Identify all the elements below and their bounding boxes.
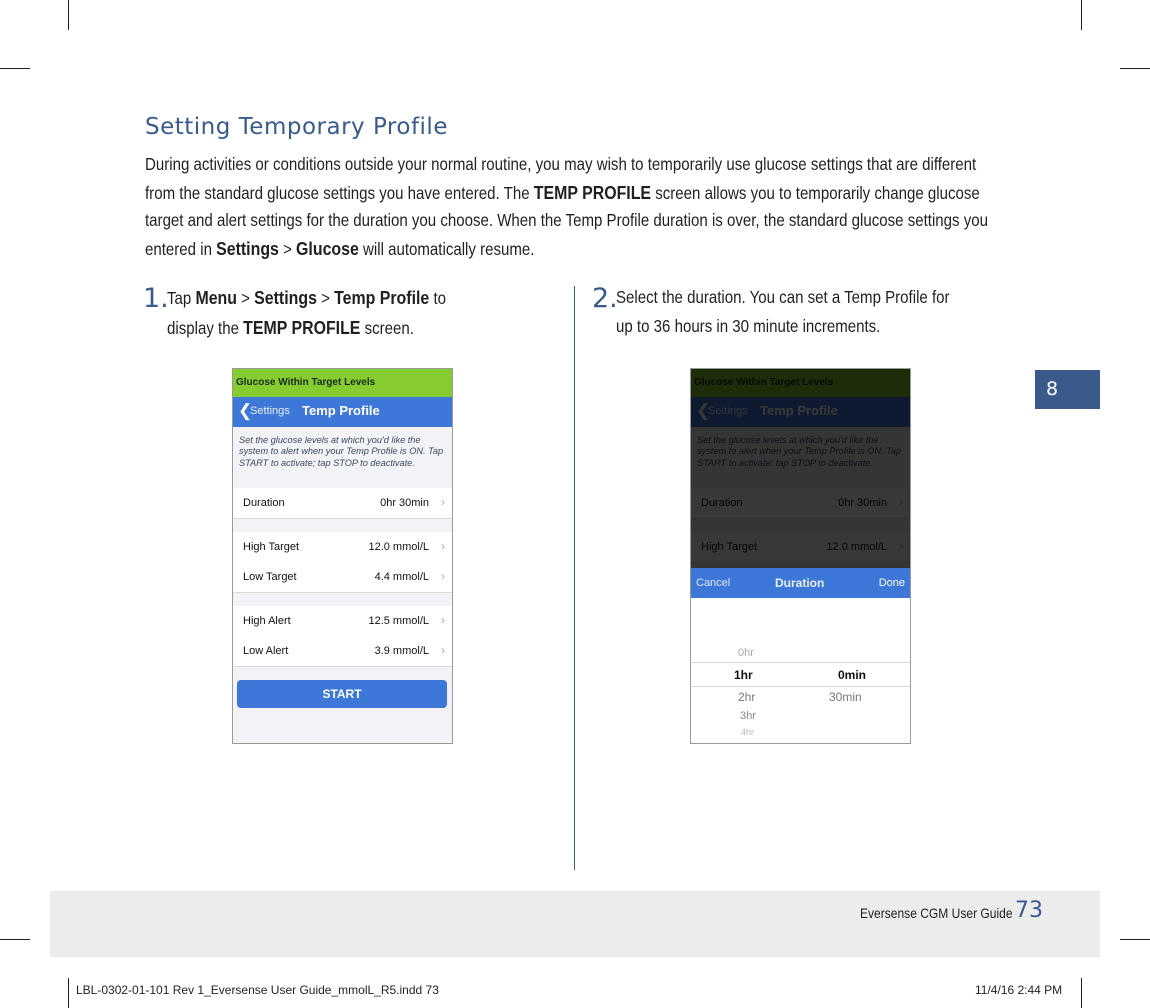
picker-selection-line: [691, 662, 910, 663]
step-text: Tap: [167, 288, 196, 308]
crop-mark: [1081, 978, 1082, 1008]
chevron-right-icon: ›: [441, 613, 445, 627]
back-button[interactable]: Settings: [250, 405, 290, 417]
step-text: to: [429, 288, 447, 308]
intro-bold: Glucose: [296, 237, 359, 259]
step-text: Select the duration. You can set a Temp Profile for: [616, 287, 950, 307]
temp-profile-screenshot: [232, 368, 453, 744]
step-text: screen.: [360, 318, 414, 338]
step-2-text: [616, 283, 1012, 341]
picker-minute-selected[interactable]: 0min: [838, 668, 867, 682]
chevron-right-icon: ›: [441, 643, 445, 657]
step-bold: Menu: [195, 287, 237, 308]
low-target-row[interactable]: [233, 562, 452, 593]
high-target-row[interactable]: [233, 532, 452, 563]
step-1-text: [167, 283, 563, 343]
high-alert-row[interactable]: [233, 606, 452, 637]
done-button[interactable]: Done: [878, 577, 905, 589]
picker-hour[interactable]: 2hr: [738, 690, 756, 704]
intro-text: During activities or conditions outside your normal routine, you may wish to temporarily use glucose settings that are different from the standard glucose settings you have entered. The: [145, 154, 977, 203]
start-button[interactable]: START: [237, 680, 447, 708]
intro-text: will automatically resume.: [358, 238, 535, 259]
row-label: High Alert: [243, 615, 291, 627]
footer-guide-title: Eversense CGM User Guide: [860, 905, 1013, 921]
step-text: >: [236, 288, 255, 308]
page-number: 73: [1015, 898, 1043, 923]
picker-hour[interactable]: 3hr: [740, 710, 756, 722]
chevron-right-icon: ›: [441, 539, 445, 553]
crop-mark: [0, 939, 30, 940]
row-label: High Target: [243, 541, 300, 553]
crop-mark: [68, 0, 69, 30]
duration-row[interactable]: [233, 488, 452, 519]
row-label: Duration: [243, 497, 285, 509]
chapter-tab-number: 8: [1046, 378, 1059, 400]
section-title: Setting Temporary Profile: [145, 114, 448, 140]
status-banner-text: Glucose Within Target Levels: [236, 377, 376, 388]
step-number: 2.: [592, 283, 618, 314]
row-label: Low Alert: [243, 645, 289, 657]
row-value: 4.4 mmol/L: [374, 571, 429, 583]
column-divider: [574, 286, 575, 870]
step-bold: Temp Profile: [334, 287, 430, 308]
picker-toolbar: [691, 568, 910, 598]
chevron-right-icon: ›: [441, 569, 445, 583]
step-number: 1.: [143, 283, 169, 314]
step-bold: TEMP PROFILE: [243, 317, 361, 338]
intro-text: >: [278, 238, 297, 259]
row-value: 12.5 mmol/L: [368, 615, 429, 627]
chevron-right-icon: ›: [441, 495, 445, 509]
print-slug-file: LBL-0302-01-101 Rev 1_Eversense User Guide_mmolL_R5.indd 73: [76, 983, 439, 997]
dim-overlay: [691, 369, 910, 568]
print-slug-date: 11/4/16 2:44 PM: [975, 983, 1063, 997]
row-label: Low Target: [243, 571, 297, 583]
description: Set the glucose levels at which you'd like the system to alert when your Temp Profile is ON. Tap START to activate; tap STOP to deactivate.: [239, 435, 444, 468]
picker-selection-line: [691, 686, 910, 687]
low-alert-row[interactable]: [233, 636, 452, 667]
picker-minute[interactable]: 30min: [829, 690, 862, 704]
step-text: up to 36 hours in 30 minute increments.: [616, 316, 881, 336]
step-bold: Settings: [254, 287, 317, 308]
intro-paragraph: [145, 151, 1005, 263]
crop-mark: [0, 68, 30, 69]
nav-bar: [233, 397, 452, 427]
step-text: >: [316, 288, 335, 308]
intro-bold: TEMP PROFILE: [533, 181, 652, 203]
crop-mark: [1120, 68, 1150, 69]
duration-picker-screenshot: [690, 368, 911, 744]
crop-mark: [1081, 0, 1082, 30]
footer-band: [50, 891, 1100, 957]
chevron-left-icon[interactable]: ❮: [238, 401, 253, 420]
cancel-button[interactable]: Cancel: [696, 577, 731, 589]
row-value: 0hr 30min: [380, 497, 429, 509]
step-text: display the: [167, 318, 244, 338]
crop-mark: [68, 978, 69, 1008]
picker-title: Duration: [775, 576, 825, 590]
status-banner: [233, 369, 452, 397]
row-value: 12.0 mmol/L: [368, 541, 429, 553]
intro-bold: Settings: [216, 237, 279, 259]
picker-hour-selected[interactable]: 1hr: [734, 668, 753, 682]
intro-text: screen allows you to temporarily change glucose target and alert settings for the duration you choose. When the Temp Profile duration is over, the standard glucose settings you entered in: [145, 182, 989, 259]
duration-picker[interactable]: [691, 598, 910, 743]
picker-hour[interactable]: 4hr: [741, 727, 755, 737]
crop-mark: [1120, 939, 1150, 940]
chapter-tab: [1035, 370, 1100, 409]
picker-hour[interactable]: 0hr: [738, 647, 754, 659]
screen-title: Temp Profile: [302, 403, 380, 418]
row-value: 3.9 mmol/L: [374, 645, 429, 657]
